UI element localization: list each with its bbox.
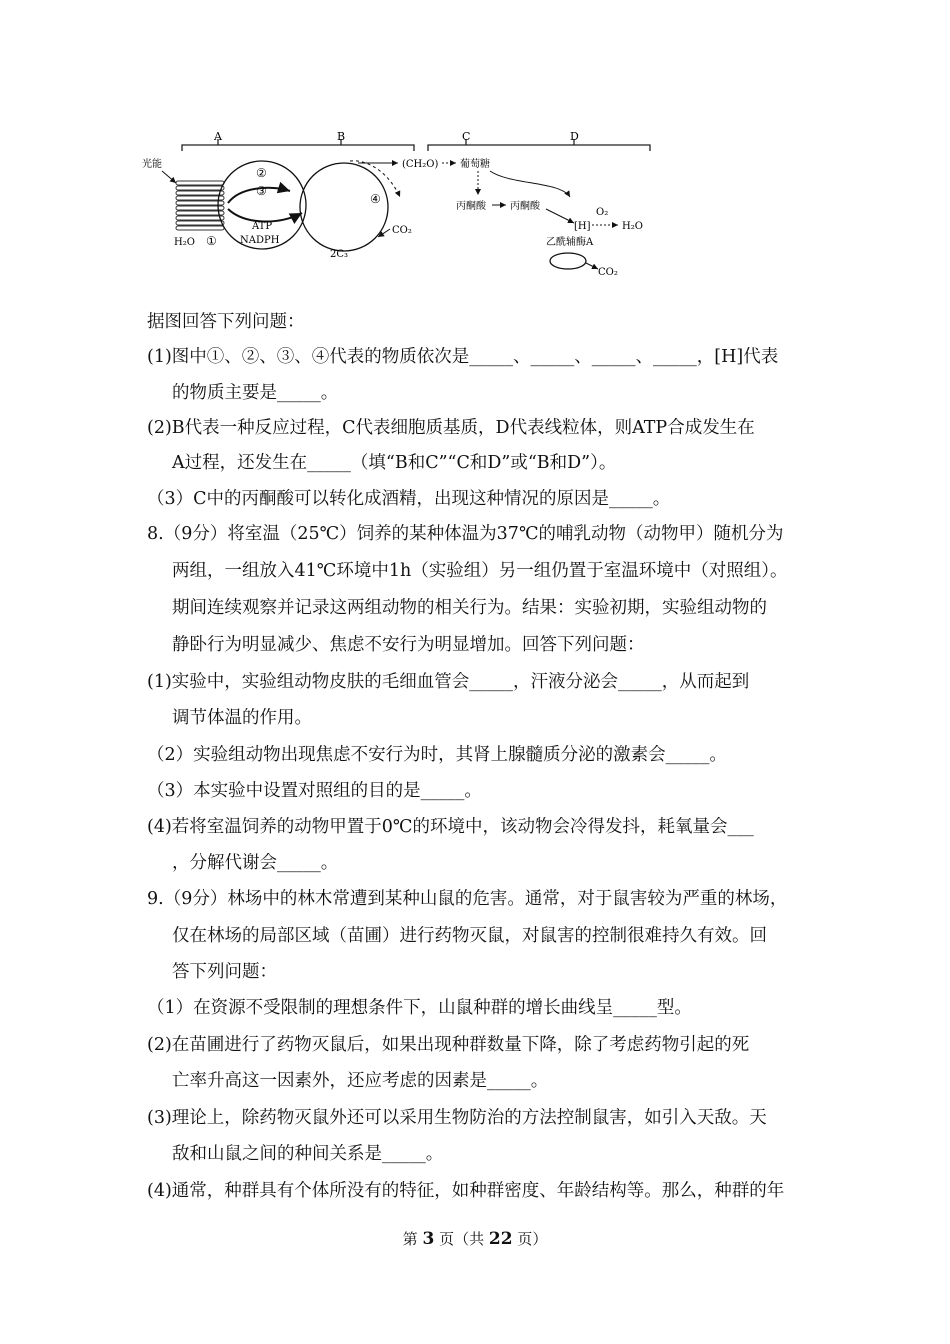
h2o-out-label: H₂O xyxy=(622,221,643,232)
page-number: 3 xyxy=(422,1229,435,1249)
water-label: H₂O xyxy=(174,237,195,248)
text-line: 两组，一组放入41℃环境中1h（实验组）另一组仍置于室温环境中（对照组）。 xyxy=(172,561,788,581)
text-line: （3）C中的丙酮酸可以转化成酒精，出现这种情况的原因是_____。 xyxy=(147,489,671,509)
text-line: 敌和山鼠之间的种间关系是_____。 xyxy=(172,1144,444,1164)
text-line: 亡率升高这一因素外，还应考虑的因素是_____。 xyxy=(172,1071,549,1091)
atp-label: ATP xyxy=(252,221,273,232)
section-a-label: A xyxy=(214,130,222,143)
total-pages: 22 xyxy=(488,1229,513,1249)
substance-2-label: ② xyxy=(256,166,267,180)
substance-4-label: ④ xyxy=(370,192,381,206)
section-c-label: C xyxy=(462,130,471,143)
pyruvate-d-label: 丙酮酸 xyxy=(510,201,540,212)
footer-mid: 页（共 xyxy=(439,1230,485,1248)
text-line: （3）本实验中设置对照组的目的是_____。 xyxy=(147,781,482,801)
text-line: 调节体温的作用。 xyxy=(172,708,312,728)
question-heading: 8.（9分）将室温（25℃）饲养的某种体温为37℃的哺乳动物（动物甲）随机分为 xyxy=(147,524,784,544)
co2-krebs-label: CO₂ xyxy=(598,267,618,278)
ch2o-label: (CH₂O) xyxy=(402,159,439,170)
footer-suffix: 页） xyxy=(517,1230,548,1248)
text-line: A过程，还发生在_____（填“B和C”“C和D”或“B和D”）。 xyxy=(172,453,617,473)
o2-label: O₂ xyxy=(596,207,609,218)
thylakoid-stack xyxy=(176,181,224,230)
light-energy-label: 光能 xyxy=(142,159,162,170)
text-line: 答下列问题： xyxy=(172,962,277,982)
question-heading: 9.（9分）林场中的林木常遭到某种山鼠的危害。通常，对于鼠害较为严重的林场， xyxy=(147,889,788,909)
nadph-label: NADPH xyxy=(240,235,280,246)
substance-3-label: ③ xyxy=(256,184,267,198)
text-line: （1）在资源不受限制的理想条件下，山鼠种群的增长曲线呈_____型。 xyxy=(147,998,692,1018)
text-line: (2)B代表一种反应过程，C代表细胞质基质，D代表线粒体，则ATP合成发生在 xyxy=(147,418,755,438)
text-line: (3)理论上，除药物灭鼠外还可以采用生物防治的方法控制鼠害，如引入天敌。天 xyxy=(147,1108,767,1128)
text-line: 静卧行为明显减少、焦虑不安行为明显增加。回答下列问题： xyxy=(172,635,645,655)
text-line: (4)通常，种群具有个体所没有的特征，如种群密度、年龄结构等。那么，种群的年 xyxy=(147,1181,785,1201)
co2-calvin-label: CO₂ xyxy=(392,225,412,236)
section-d-label: D xyxy=(570,130,579,143)
text-line: 的物质主要是_____。 xyxy=(172,383,339,403)
footer-prefix: 第 xyxy=(402,1230,418,1248)
glucose-label: 葡萄糖 xyxy=(460,159,490,170)
text-line: (2)在苗圃进行了药物灭鼠后，如果出现种群数量下降，除了考虑药物引起的死 xyxy=(147,1035,750,1055)
text-line: (1)图中①、②、③、④代表的物质依次是_____、_____、_____、_____，[H]代表 xyxy=(147,347,779,367)
text-line: 仅在林场的局部区域（苗圃）进行药物灭鼠，对鼠害的控制很难持久有效。回 xyxy=(172,926,767,946)
page-footer xyxy=(0,1228,950,1249)
section-b-label: B xyxy=(337,130,346,143)
text-line: ，分解代谢会_____。 xyxy=(172,853,339,873)
text-line: (1)实验中，实验组动物皮肤的毛细血管会_____，汗液分泌会_____，从而起到 xyxy=(147,672,750,692)
text-line: 据图回答下列问题： xyxy=(147,312,305,332)
substance-1-label: ① xyxy=(206,234,217,248)
photosynthesis-respiration-diagram xyxy=(130,125,670,285)
pyruvate-c-label: 丙酮酸 xyxy=(456,201,486,212)
c3-label: 2C₃ xyxy=(330,249,349,260)
acetyl-coa-label: 乙酰辅酶A xyxy=(546,237,594,248)
text-line: 期间连续观察并记录这两组动物的相关行为。结果：实验初期，实验组动物的 xyxy=(172,598,767,618)
text-line: (4)若将室温饲养的动物甲置于0℃的环境中，该动物会冷得发抖，耗氧量会___ xyxy=(147,817,754,837)
text-line: （2）实验组动物出现焦虑不安行为时，其肾上腺髓质分泌的激素会_____。 xyxy=(147,745,727,765)
h-label: [H] xyxy=(574,221,591,232)
